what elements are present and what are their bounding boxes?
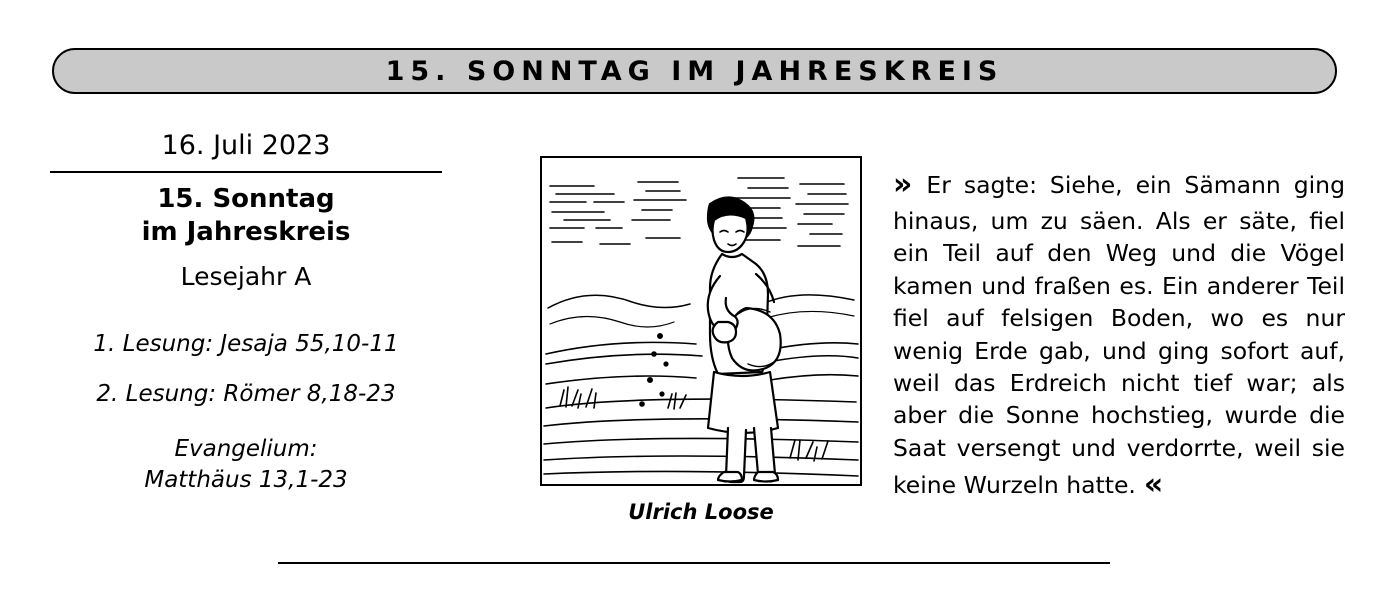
banner-pill (52, 48, 1337, 94)
gospel-block (50, 434, 442, 496)
gospel-reference: Matthäus 13,1-23 (144, 467, 348, 494)
illustration-column (540, 156, 862, 524)
artist-credit: Ulrich Loose (628, 500, 774, 524)
sower-illustration (540, 156, 862, 486)
service-date: 16. Juli 2023 (161, 130, 331, 161)
second-reading: 2. Lesung: Römer 8,18-23 (96, 380, 396, 407)
service-info-column (50, 130, 442, 496)
sower-illustration-graphic (542, 158, 860, 484)
gospel-label: Evangelium: (174, 436, 318, 463)
footer-divider (278, 562, 1110, 564)
divider-under-date (50, 171, 442, 173)
sunday-title-line-2: im Jahreskreis (141, 216, 351, 247)
gospel-quote-column (893, 140, 1345, 529)
lectionary-year: Lesejahr A (180, 262, 312, 292)
header-banner (52, 48, 1337, 94)
gospel-quote (893, 164, 1345, 506)
first-reading: 1. Lesung: Jesaja 55,10-11 (93, 331, 399, 358)
quote-open-icon: » (893, 166, 911, 202)
sunday-title-line-1: 15. Sonntag (157, 184, 335, 215)
quote-close-icon: « (1143, 467, 1162, 503)
banner-title: 15. SONNTAG IM JAHRESKREIS (385, 55, 1004, 87)
sunday-title (50, 183, 442, 248)
gospel-quote-text: Er sagte: Siehe, ein Sämann ging hinaus, um zu säen. Als er säte, fiel ein Teil auf den Weg und die Vögel kamen und fraßen es. Ein anderer Teil fiel auf felsigen Boden, wo es nur wenig Erde gab, und ging sofort auf, weil das Erdreich nicht tief war; als aber die Sonne hochstieg, wurde die Saat versengt und verdorrte, weil sie keine Wurzeln hatte. (893, 170, 1345, 500)
